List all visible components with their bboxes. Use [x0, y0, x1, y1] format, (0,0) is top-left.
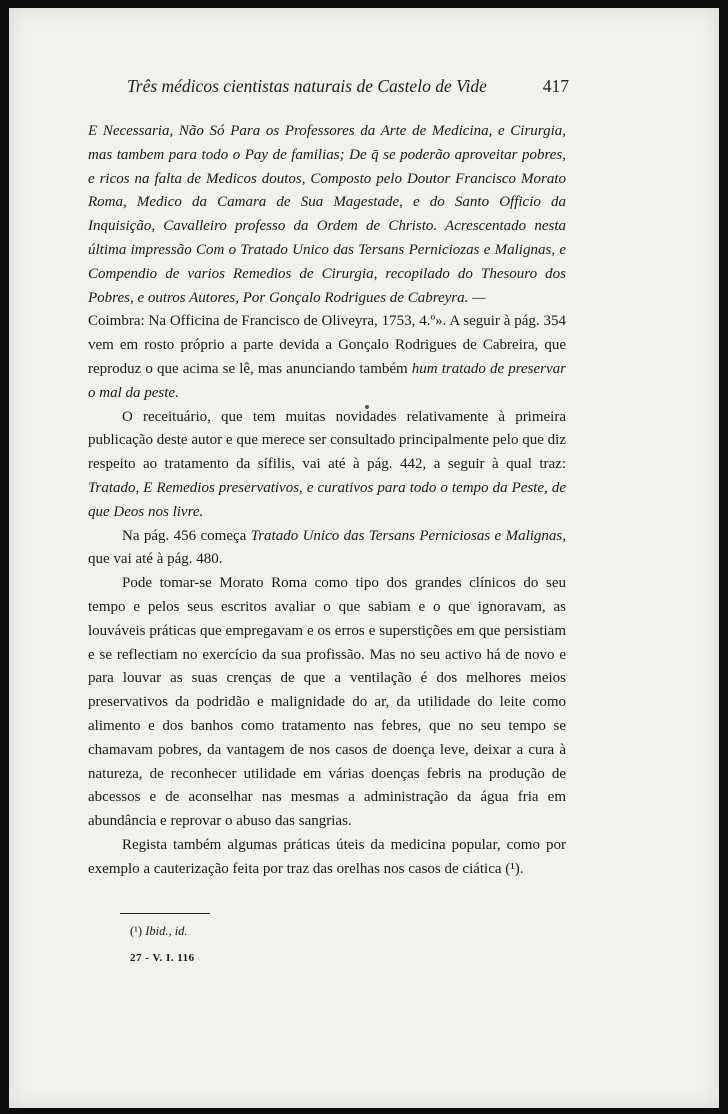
footnote	[130, 924, 188, 939]
footnote-text: Ibid., id.	[145, 924, 188, 938]
receituario-italic: Tratado, E Remedios preservativos, e curativos para todo o tempo da Peste, de que Deos nos livre.	[88, 479, 566, 520]
receituario-paragraph	[88, 406, 566, 525]
tratado-text-end: que vai até à pág. 480.	[88, 551, 223, 568]
running-head	[113, 76, 573, 100]
footnote-marker: (¹)	[130, 924, 143, 938]
morato-roma-paragraph: Pode tomar-se Morato Roma como tipo dos grandes clínicos do seu tempo e pelos seus escritos avaliar o que sabiam e o que ignoravam, as louváveis práticas que empregavam e os erros e superstições em que persistiam e se reflectiam no exercício da sua profissão. Mas no seu activo há de novo e para louvar as suas crenças de que a ventilação é dos melhores meios preservativos da podridão e malignidade do ar, da utilidade do leite como alimento e dos banhos como tratamento nas febres, que no seu tempo se chamavam pobres, da vantagem de nos casos de doença leve, deixar a cura à natureza, de reconhecer utilidade em várias doenças febris na produção de abcessos e de aconselhar nas mesmas a administração da água fria em abundância e reprovar o abuso das sangrias.	[88, 575, 566, 830]
body-text	[88, 120, 566, 882]
book-title-citation: E Necessaria, Não Só Para os Professores da Arte de Medicina, e Cirurgia, mas tambem para todo o Pay de familias; De q̄ se poderão aproveitar pobres, e ricos na falta de Medicos doutos, Composto pelo Doutor Francisco Morato Roma, Medico da Camara de Sua Magestade, e do Santo Officio da Inquisição, Cavalleiro professo da Ordem de Christo. Acrescentado nesta última impressão Com o Tratado Unico das Tersans Perniciozas e Malignas, e Compendio de varios Remedios de Cirurgia, recopilado do Thesouro dos Pobres, e outros Autores, Por Gonçalo Rodrigues de Cabreyra. —	[88, 123, 566, 306]
book-page	[9, 8, 719, 1108]
receituario-text: O receituário, que tem muitas novidades relativamente à primeira publicação deste autor e que merece ser consultado principalmente pelo que diz respeito ao tratamento da sífilis, vai até à pág. 442, a seguir à qual traz:	[88, 408, 566, 473]
page-number: 417	[542, 76, 569, 96]
imprint-text: Coimbra: Na Officina de Francisco de Oliveyra, 1753, 4.º». A seguir à pág. 354 vem em rosto próprio a parte devida a Gonçalo Rodrigues de Cabreira, que reproduz o que acima se lê, mas anunciando também	[88, 313, 566, 377]
imprint-italic: hum tratado de preservar o mal da peste.	[88, 360, 566, 401]
tratado-text-start: Na pág. 456 começa	[122, 527, 247, 544]
footnote-rule	[120, 913, 210, 914]
ink-speck	[365, 405, 369, 409]
tratado-italic: Tratado Unico das Tersans Perniciosas e Malignas,	[250, 527, 566, 544]
imprint-paragraph	[88, 310, 566, 405]
tratado-paragraph	[88, 525, 566, 573]
medicina-popular-paragraph: Regista também algumas práticas úteis da medicina popular, como por exemplo a cauterização feita por traz das orelhas nos casos de ciática (¹).	[88, 836, 566, 877]
running-head-title: Três médicos cientistas naturais de Castelo de Vide	[127, 76, 487, 96]
signature-mark: 27 - V. I. 116	[130, 952, 195, 964]
